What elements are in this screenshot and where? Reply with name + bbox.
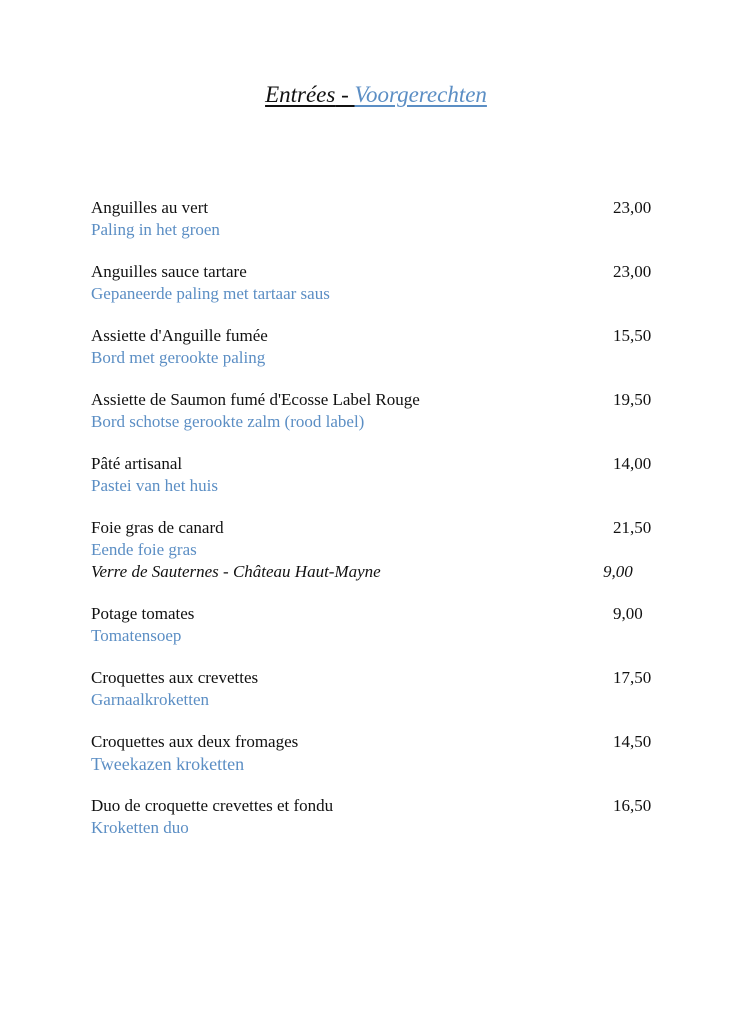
item-name-french: Duo de croquette crevettes et fondu bbox=[91, 796, 334, 815]
item-name-french: Croquettes aux crevettes bbox=[91, 668, 259, 687]
item-name-french: Anguilles sauce tartare bbox=[91, 262, 247, 281]
menu-item-potage-tomates bbox=[91, 603, 671, 647]
item-name-french: Croquettes aux deux fromages bbox=[91, 732, 299, 751]
item-name-dutch: Garnaalkroketten bbox=[91, 690, 209, 709]
menu-item-anguilles-sauce-tartare bbox=[91, 261, 671, 305]
menu-item-assiette-anguille bbox=[91, 325, 671, 369]
menu-item-anguilles-au-vert bbox=[91, 197, 671, 241]
item-name-french: Assiette de Saumon fumé d'Ecosse Label Rouge bbox=[91, 390, 420, 409]
item-price: 14,50 bbox=[613, 732, 652, 751]
item-name-dutch: Tomatensoep bbox=[91, 626, 182, 645]
item-name-dutch: Eende foie gras bbox=[91, 540, 197, 559]
item-price: 15,50 bbox=[613, 326, 652, 345]
item-name-french: Anguilles au vert bbox=[91, 198, 209, 217]
item-name-dutch: Tweekazen kroketten bbox=[91, 754, 245, 774]
menu-item-pate-artisanal bbox=[91, 453, 671, 497]
wine-pairing-label: Verre de Sauternes - Château Haut-Mayne bbox=[91, 562, 381, 581]
item-name-french: Pâté artisanal bbox=[91, 454, 183, 473]
item-name-dutch: Gepaneerde paling met tartaar saus bbox=[91, 284, 330, 303]
page-title bbox=[0, 80, 752, 110]
item-name-dutch: Kroketten duo bbox=[91, 818, 189, 837]
menu-item-assiette-saumon bbox=[91, 389, 671, 433]
item-price: 9,00 bbox=[613, 604, 643, 623]
item-name-dutch: Paling in het groen bbox=[91, 220, 220, 239]
item-price: 21,50 bbox=[613, 518, 652, 537]
item-price: 14,00 bbox=[613, 454, 652, 473]
menu-item-croquettes-fromages bbox=[91, 731, 671, 775]
title-french: Entrées bbox=[265, 82, 336, 107]
menu-item-croquettes-crevettes bbox=[91, 667, 671, 711]
item-name-dutch: Pastei van het huis bbox=[91, 476, 219, 495]
item-name-french: Assiette d'Anguille fumée bbox=[91, 326, 268, 345]
item-price: 16,50 bbox=[613, 796, 652, 815]
item-name-dutch: Bord met gerookte paling bbox=[91, 348, 266, 367]
item-name-french: Potage tomates bbox=[91, 604, 195, 623]
title-dutch: Voorgerechten bbox=[354, 82, 487, 107]
item-price: 17,50 bbox=[613, 668, 652, 687]
title-separator: - bbox=[335, 82, 355, 107]
item-price: 23,00 bbox=[613, 198, 652, 217]
menu-item-foie-gras bbox=[91, 517, 671, 583]
menu-item-duo-croquette bbox=[91, 795, 671, 839]
item-price: 23,00 bbox=[613, 262, 652, 281]
wine-pairing-price: 9,00 bbox=[603, 562, 633, 581]
menu-list bbox=[91, 197, 671, 859]
item-name-french: Foie gras de canard bbox=[91, 518, 224, 537]
item-name-dutch: Bord schotse gerookte zalm (rood label) bbox=[91, 412, 365, 431]
item-price: 19,50 bbox=[613, 390, 652, 409]
